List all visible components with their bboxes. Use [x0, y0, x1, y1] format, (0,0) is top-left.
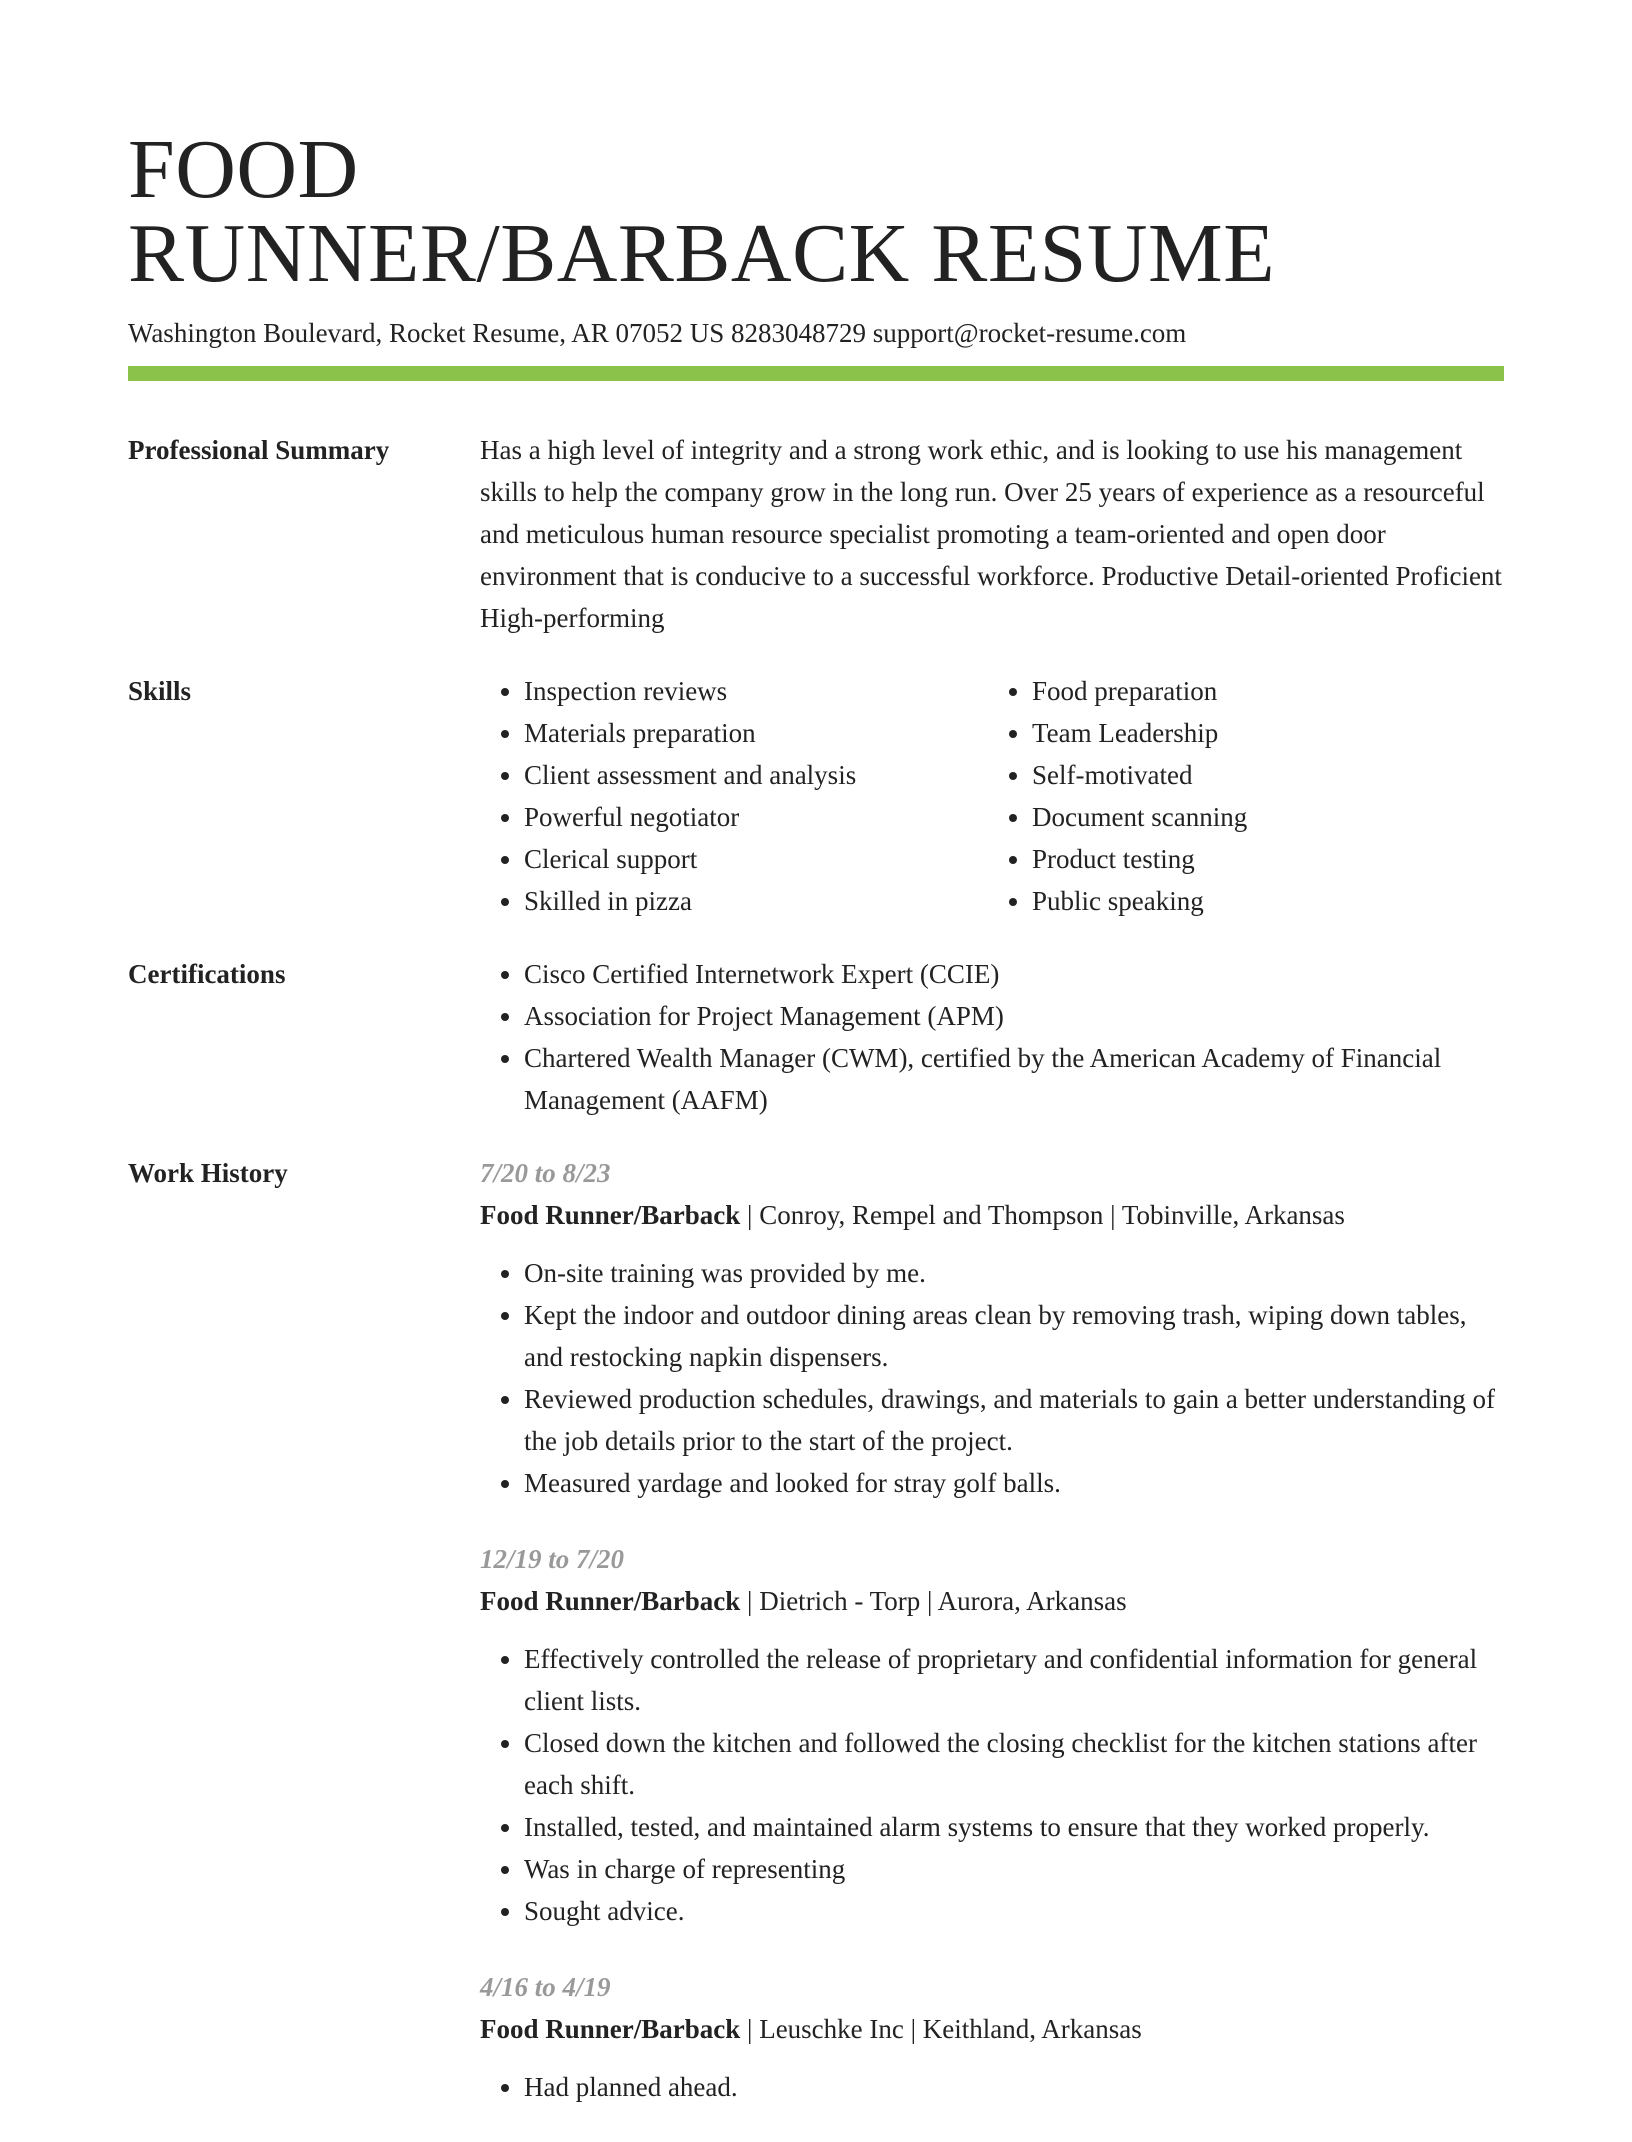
job-bullets [480, 2066, 1504, 2108]
section-label: Work History [128, 1158, 288, 1188]
section-label: Professional Summary [128, 435, 390, 465]
certifications-content [480, 953, 1504, 1121]
job-header [480, 2008, 1504, 2050]
job-entry [480, 1152, 1504, 1504]
job-details: | Leuschke Inc | Keithland, Arkansas [740, 2014, 1142, 2044]
list-item: • Team Leadership [1032, 712, 1492, 754]
list-item: • Clerical support [524, 838, 984, 880]
job-title: Food Runner/Barback [480, 1200, 741, 1230]
section-work-history [128, 1152, 1504, 2142]
job-date: 7/20 to 8/23 [480, 1158, 611, 1188]
work-history-content [480, 1152, 1504, 2142]
list-item: • Installed, tested, and maintained alarm systems to ensure that they worked properly. [524, 1806, 1504, 1848]
title-line-1: FOOD [128, 123, 359, 216]
section-label: Certifications [128, 959, 286, 989]
job-header [480, 1194, 1504, 1236]
job-title: Food Runner/Barback [480, 1586, 741, 1616]
list-item: • Association for Project Management (APM) [524, 995, 1504, 1037]
section-certifications [128, 953, 1504, 1121]
list-item: • On-site training was provided by me. [524, 1252, 1504, 1294]
summary-content [480, 429, 1504, 639]
job-date: 4/16 to 4/19 [480, 1972, 611, 2002]
list-item: • Chartered Wealth Manager (CWM), certified by the American Academy of Financial Management (AAFM) [524, 1037, 1504, 1121]
list-item: • Measured yardage and looked for stray golf balls. [524, 1462, 1504, 1504]
list-item: • Kept the indoor and outdoor dining areas clean by removing trash, wiping down tables, and restocking napkin dispensers. [524, 1294, 1504, 1378]
skills-content [480, 670, 1504, 922]
list-item: • Closed down the kitchen and followed the closing checklist for the kitchen stations after each shift. [524, 1722, 1504, 1806]
list-item: • Had planned ahead. [524, 2066, 1504, 2108]
list-item: • Sought advice. [524, 1890, 1504, 1932]
section-skills [128, 670, 1504, 922]
list-item: • Product testing [1032, 838, 1492, 880]
list-item: • Materials preparation [524, 712, 984, 754]
list-item: • Document scanning [1032, 796, 1492, 838]
section-label: Skills [128, 676, 192, 706]
list-item: • Food preparation [1032, 670, 1492, 712]
resume-title [128, 123, 1504, 300]
job-entry [480, 1538, 1504, 1932]
job-details: | Conroy, Rempel and Thompson | Tobinville, Arkansas [740, 1200, 1345, 1230]
title-line-2: RUNNER/BARBACK RESUME [128, 207, 1276, 300]
list-item: • Was in charge of representing [524, 1848, 1504, 1890]
contact-info: Washington Boulevard, Rocket Resume, AR 07052 US 8283048729 support@rocket-resume.com [128, 318, 1187, 348]
skills-list-col1 [480, 670, 984, 922]
job-date: 12/19 to 7/20 [480, 1544, 625, 1574]
list-item: • Client assessment and analysis [524, 754, 984, 796]
list-item: • Cisco Certified Internetwork Expert (CCIE) [524, 953, 1504, 995]
summary-text: Has a high level of integrity and a strong work ethic, and is looking to use his management skills to help the company grow in the long run. Over 25 years of experience as a resourceful and meticulous human resource specialist promoting a team-oriented and open door environment that is conducive to a successful workforce. Productive Detail-oriented Proficient High-performing [480, 435, 1502, 633]
list-item: • Inspection reviews [524, 670, 984, 712]
resume-page [128, 123, 1504, 2142]
job-entry [480, 1966, 1504, 2108]
job-header [480, 1580, 1504, 1622]
section-professional-summary [128, 429, 1504, 639]
accent-divider [128, 366, 1504, 381]
job-details: | Dietrich - Torp | Aurora, Arkansas [740, 1586, 1127, 1616]
job-bullets [480, 1638, 1504, 1932]
job-bullets [480, 1252, 1504, 1504]
list-item: • Reviewed production schedules, drawings, and materials to gain a better understanding of the job details prior to the start of the project. [524, 1378, 1504, 1462]
list-item: • Powerful negotiator [524, 796, 984, 838]
certifications-list [480, 953, 1504, 1121]
skills-list-col2 [984, 670, 1492, 922]
list-item: • Effectively controlled the release of proprietary and confidential information for general client lists. [524, 1638, 1504, 1722]
list-item: • Self-motivated [1032, 754, 1492, 796]
job-title: Food Runner/Barback [480, 2014, 741, 2044]
list-item: • Public speaking [1032, 880, 1492, 922]
list-item: • Skilled in pizza [524, 880, 984, 922]
